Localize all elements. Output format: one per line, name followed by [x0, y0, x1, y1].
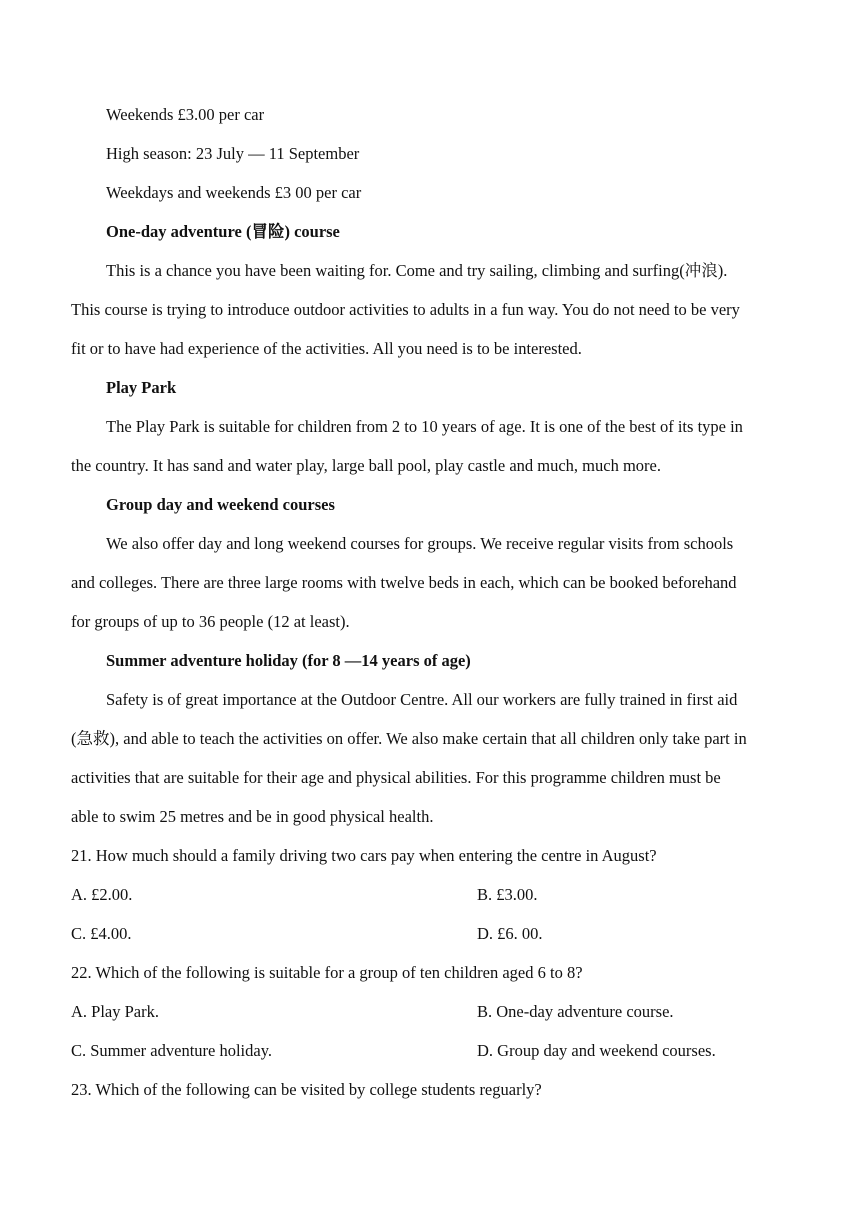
paragraph-line: The Play Park is suitable for children from 2 to 10 years of age. It is one of the best of its type in — [106, 417, 743, 436]
paragraph-line: (急救), and able to teach the activities on offer. We also make certain that all children only take part in — [71, 729, 747, 748]
heading-adventure: One-day adventure (冒险) course — [106, 222, 340, 241]
question-21-option-a: A. £2.00. — [71, 885, 133, 904]
question-21-option-d: D. £6. 00. — [477, 924, 543, 943]
paragraph-line: for groups of up to 36 people (12 at least). — [71, 612, 350, 631]
question-22-option-d: D. Group day and weekend courses. — [477, 1041, 716, 1060]
heading-play-park: Play Park — [106, 378, 177, 397]
heading-group-courses: Group day and weekend courses — [106, 495, 335, 514]
question-22-stem: 22. Which of the following is suitable for a group of ten children aged 6 to 8? — [71, 963, 583, 982]
paragraph-line: fit or to have had experience of the activities. All you need is to be interested. — [71, 339, 582, 358]
paragraph-line: and colleges. There are three large rooms with twelve beds in each, which can be booked beforehand — [71, 573, 737, 592]
question-22-option-b: B. One-day adventure course. — [477, 1002, 674, 1021]
question-21-stem: 21. How much should a family driving two cars pay when entering the centre in August? — [71, 846, 657, 865]
paragraph-line: This course is trying to introduce outdoor activities to adults in a fun way. You do not need to be very — [71, 300, 740, 319]
paragraph-line: the country. It has sand and water play, large ball pool, play castle and much, much more. — [71, 456, 661, 475]
heading-summer-holiday: Summer adventure holiday (for 8 —14 years of age) — [106, 651, 471, 670]
fee-high-season: High season: 23 July — 11 September — [106, 144, 360, 163]
question-21-option-c: C. £4.00. — [71, 924, 132, 943]
fee-weekdays-weekends: Weekdays and weekends £3 00 per car — [106, 183, 362, 202]
fee-weekends: Weekends £3.00 per car — [106, 105, 265, 124]
paragraph-line: We also offer day and long weekend courses for groups. We receive regular visits from schools — [106, 534, 734, 553]
paragraph-line: Safety is of great importance at the Outdoor Centre. All our workers are fully trained in first aid — [106, 690, 738, 709]
question-22-option-a: A. Play Park. — [71, 1002, 159, 1021]
paragraph-line: able to swim 25 metres and be in good physical health. — [71, 807, 434, 826]
paragraph-line: This is a chance you have been waiting for. Come and try sailing, climbing and surfing(冲浪). — [106, 261, 728, 280]
question-21-option-b: B. £3.00. — [477, 885, 538, 904]
paragraph-line: activities that are suitable for their age and physical abilities. For this programme children must be — [71, 768, 721, 787]
question-23-stem: 23. Which of the following can be visited by college students reguarly? — [71, 1080, 542, 1099]
question-22-option-c: C. Summer adventure holiday. — [71, 1041, 273, 1060]
